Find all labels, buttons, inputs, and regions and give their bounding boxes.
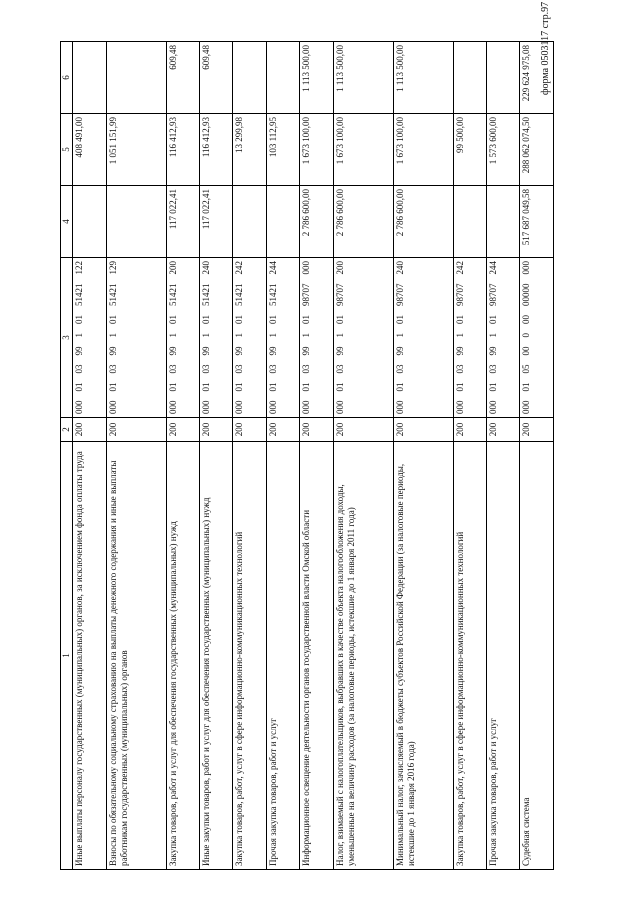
row-unexecuted: 1 113 500,00 bbox=[393, 42, 453, 114]
header-row bbox=[61, 42, 73, 870]
code-part: 01 bbox=[488, 382, 498, 392]
row-unexecuted bbox=[453, 42, 486, 114]
table-row bbox=[300, 42, 333, 870]
row-unexecuted: 609,48 bbox=[200, 42, 233, 114]
code-part: 129 bbox=[107, 261, 118, 275]
row-approved: 517 687 049,58 bbox=[520, 186, 554, 258]
code-part: 01 bbox=[234, 382, 245, 392]
row-unexecuted bbox=[73, 42, 106, 114]
row-approved bbox=[487, 186, 520, 258]
row-name: Взносы по обязательному социальному страхованию на выплаты денежного содержания и иные выплаты работникам государственных (муниципальных) органов bbox=[106, 442, 166, 870]
table-row bbox=[166, 42, 199, 870]
code-part: 51421 bbox=[167, 283, 178, 306]
column-header: 1 bbox=[61, 442, 73, 870]
row-name: Закупка товаров, работ, услуг в сфере информационно-коммуникационных технологий bbox=[233, 442, 266, 870]
code-part: 1 bbox=[394, 333, 405, 338]
code-part: 000 bbox=[167, 400, 178, 414]
code-part: 000 bbox=[301, 261, 312, 275]
code-part: 000 bbox=[267, 400, 278, 414]
code-part: 000 bbox=[454, 400, 465, 414]
row-unexecuted bbox=[266, 42, 299, 114]
code-part: 000 bbox=[74, 400, 85, 414]
row-executed: 408 491,00 bbox=[73, 114, 106, 186]
row-line-code: 200 bbox=[266, 418, 299, 442]
row-budget-code bbox=[200, 258, 233, 418]
column-header: 5 bbox=[61, 114, 73, 186]
budget-code-parts bbox=[74, 261, 85, 414]
code-part: 99 bbox=[74, 346, 85, 356]
code-part: 01 bbox=[334, 382, 345, 392]
code-part: 01 bbox=[107, 382, 118, 392]
code-part: 1 bbox=[454, 333, 465, 338]
row-budget-code bbox=[333, 258, 393, 418]
row-executed: 1 051 151,99 bbox=[106, 114, 166, 186]
code-part: 03 bbox=[334, 364, 345, 374]
row-unexecuted bbox=[233, 42, 266, 114]
row-unexecuted bbox=[487, 42, 520, 114]
row-name: Минимальный налог, зачисляемый в бюджеты субъектов Российской Федерации (за налоговые периоды, истекшие до 1 января 2016 года) bbox=[393, 442, 453, 870]
code-part: 03 bbox=[234, 364, 245, 374]
code-part: 01 bbox=[234, 315, 245, 324]
row-line-code: 200 bbox=[106, 418, 166, 442]
row-name: Налог, взимаемый с налогоплательщиков, выбравших в качестве объекта налогообложения доходы, уменьшенные на величину расходов (за налоговые периоды, истекшие до 1 января 2011 года) bbox=[333, 442, 393, 870]
code-part: 122 bbox=[74, 261, 85, 275]
row-budget-code bbox=[520, 258, 554, 418]
row-approved: 117 022,41 bbox=[200, 186, 233, 258]
code-part: 99 bbox=[301, 346, 312, 356]
row-unexecuted bbox=[106, 42, 166, 114]
column-header: 6 bbox=[61, 42, 73, 114]
row-budget-code bbox=[487, 258, 520, 418]
code-part: 242 bbox=[234, 261, 245, 275]
code-part: 98707 bbox=[334, 283, 345, 306]
table-row bbox=[73, 42, 106, 870]
row-executed: 288 062 074,50 bbox=[520, 114, 554, 186]
row-line-code: 200 bbox=[520, 418, 554, 442]
code-part: 000 bbox=[521, 261, 532, 275]
row-unexecuted: 229 624 975,08 bbox=[520, 42, 554, 114]
table-row bbox=[453, 42, 486, 870]
code-part: 240 bbox=[201, 261, 212, 275]
code-part: 03 bbox=[267, 364, 278, 374]
row-approved: 2 786 600,00 bbox=[300, 186, 333, 258]
row-executed: 1 673 100,00 bbox=[393, 114, 453, 186]
row-name: Закупка товаров, работ и услуг для обеспечения государственных (муниципальных) нужд bbox=[166, 442, 199, 870]
code-part: 01 bbox=[301, 315, 312, 324]
row-approved bbox=[266, 186, 299, 258]
code-part: 51421 bbox=[201, 283, 212, 306]
code-part: 0 bbox=[521, 333, 532, 338]
row-line-code: 200 bbox=[393, 418, 453, 442]
table-row bbox=[106, 42, 166, 870]
code-part: 01 bbox=[301, 382, 312, 392]
row-budget-code bbox=[73, 258, 106, 418]
row-approved bbox=[233, 186, 266, 258]
table-row bbox=[520, 42, 554, 870]
row-budget-code bbox=[453, 258, 486, 418]
row-budget-code bbox=[166, 258, 199, 418]
row-name: Прочая закупка товаров, работ и услуг bbox=[487, 442, 520, 870]
row-name: Иные выплаты персоналу государственных (муниципальных) органов, за исключением фонда оплаты труда bbox=[73, 442, 106, 870]
code-part: 51421 bbox=[234, 283, 245, 306]
row-executed: 13 299,98 bbox=[233, 114, 266, 186]
code-part: 01 bbox=[74, 315, 85, 324]
code-part: 03 bbox=[454, 364, 465, 374]
code-part: 244 bbox=[267, 261, 278, 275]
row-executed: 99 500,00 bbox=[453, 114, 486, 186]
code-part: 01 bbox=[201, 315, 212, 324]
rotated-table-wrapper bbox=[60, 42, 554, 870]
row-budget-code bbox=[393, 258, 453, 418]
code-part: 99 bbox=[234, 346, 245, 356]
code-part: 1 bbox=[74, 333, 85, 338]
row-executed: 1 573 600,00 bbox=[487, 114, 520, 186]
code-part: 99 bbox=[394, 346, 405, 356]
budget-code-parts bbox=[108, 261, 119, 414]
code-part: 200 bbox=[167, 261, 178, 275]
budget-code-parts bbox=[268, 261, 279, 414]
code-part: 51421 bbox=[74, 283, 85, 306]
code-part: 51421 bbox=[107, 283, 118, 306]
budget-table bbox=[60, 41, 554, 870]
row-approved: 2 786 600,00 bbox=[333, 186, 393, 258]
code-part: 01 bbox=[267, 382, 278, 392]
row-line-code: 200 bbox=[300, 418, 333, 442]
code-part: 03 bbox=[107, 364, 118, 374]
code-part: 99 bbox=[488, 346, 498, 356]
row-line-code: 200 bbox=[233, 418, 266, 442]
code-part: 51421 bbox=[267, 283, 278, 306]
code-part: 03 bbox=[301, 364, 312, 374]
code-part: 1 bbox=[301, 333, 312, 338]
code-part: 00000 bbox=[521, 283, 532, 306]
table-row bbox=[393, 42, 453, 870]
row-line-code: 200 bbox=[453, 418, 486, 442]
code-part: 99 bbox=[201, 346, 212, 356]
code-part: 01 bbox=[488, 315, 498, 324]
row-name: Закупка товаров, работ, услуг в сфере информационно-коммуникационных технологий bbox=[453, 442, 486, 870]
table-row bbox=[487, 42, 520, 870]
row-name: Прочая закупка товаров, работ и услуг bbox=[266, 442, 299, 870]
row-executed: 1 673 100,00 bbox=[333, 114, 393, 186]
code-part: 00 bbox=[521, 346, 532, 356]
code-part: 01 bbox=[394, 315, 405, 324]
column-header: 3 bbox=[61, 258, 73, 418]
code-part: 01 bbox=[394, 382, 405, 392]
row-name: Информационное освещение деятельности органов государственной власти Омской области bbox=[300, 442, 333, 870]
code-part: 01 bbox=[267, 315, 278, 324]
row-name: Иные закупки товаров, работ и услуг для обеспечения государственных (муниципальных) нужд bbox=[200, 442, 233, 870]
row-approved bbox=[106, 186, 166, 258]
code-part: 000 bbox=[334, 400, 345, 414]
row-line-code: 200 bbox=[200, 418, 233, 442]
code-part: 200 bbox=[334, 261, 345, 275]
column-header: 2 bbox=[61, 418, 73, 442]
code-part: 01 bbox=[454, 315, 465, 324]
code-part: 98707 bbox=[301, 283, 312, 306]
budget-code-parts bbox=[301, 261, 312, 414]
row-approved: 117 022,41 bbox=[166, 186, 199, 258]
row-approved bbox=[73, 186, 106, 258]
code-part: 1 bbox=[107, 333, 118, 338]
row-budget-code bbox=[106, 258, 166, 418]
code-part: 99 bbox=[267, 346, 278, 356]
code-part: 99 bbox=[107, 346, 118, 356]
row-approved: 2 786 600,00 bbox=[393, 186, 453, 258]
code-part: 03 bbox=[201, 364, 212, 374]
code-part: 05 bbox=[521, 364, 532, 374]
code-part: 1 bbox=[167, 333, 178, 338]
row-line-code: 200 bbox=[166, 418, 199, 442]
code-part: 000 bbox=[201, 400, 212, 414]
code-part: 000 bbox=[107, 400, 118, 414]
column-header: 4 bbox=[61, 186, 73, 258]
code-part: 03 bbox=[394, 364, 405, 374]
table-row bbox=[266, 42, 299, 870]
row-budget-code bbox=[233, 258, 266, 418]
code-part: 01 bbox=[74, 382, 85, 392]
code-part: 03 bbox=[488, 364, 498, 374]
row-budget-code bbox=[300, 258, 333, 418]
code-part: 1 bbox=[488, 333, 498, 338]
row-executed: 116 412,93 bbox=[166, 114, 199, 186]
row-unexecuted: 1 113 500,00 bbox=[333, 42, 393, 114]
code-part: 1 bbox=[201, 333, 212, 338]
row-unexecuted: 1 113 500,00 bbox=[300, 42, 333, 114]
table-row bbox=[333, 42, 393, 870]
code-part: 98707 bbox=[454, 283, 465, 306]
code-part: 000 bbox=[301, 400, 312, 414]
code-part: 240 bbox=[394, 261, 405, 275]
code-part: 01 bbox=[167, 382, 178, 392]
budget-code-parts bbox=[488, 261, 499, 414]
row-budget-code bbox=[266, 258, 299, 418]
row-unexecuted: 609,48 bbox=[166, 42, 199, 114]
budget-code-parts bbox=[395, 261, 406, 414]
budget-code-parts bbox=[455, 261, 466, 414]
code-part: 01 bbox=[454, 382, 465, 392]
code-part: 99 bbox=[454, 346, 465, 356]
code-part: 01 bbox=[107, 315, 118, 324]
code-part: 000 bbox=[488, 400, 498, 414]
code-part: 000 bbox=[394, 400, 405, 414]
code-part: 01 bbox=[521, 382, 532, 392]
code-part: 01 bbox=[334, 315, 345, 324]
code-part: 99 bbox=[334, 346, 345, 356]
code-part: 98707 bbox=[394, 283, 405, 306]
code-part: 1 bbox=[267, 333, 278, 338]
code-part: 01 bbox=[167, 315, 178, 324]
form-code: форма 0503117 стр.97 bbox=[540, 1, 551, 95]
code-part: 00 bbox=[521, 315, 532, 324]
budget-code-parts bbox=[234, 261, 245, 414]
table-row bbox=[233, 42, 266, 870]
row-executed: 1 673 100,00 bbox=[300, 114, 333, 186]
code-part: 000 bbox=[521, 400, 532, 414]
table-row bbox=[200, 42, 233, 870]
code-part: 98707 bbox=[488, 283, 498, 306]
row-line-code: 200 bbox=[73, 418, 106, 442]
row-line-code: 200 bbox=[333, 418, 393, 442]
row-name: Судебная система bbox=[520, 442, 554, 870]
row-approved bbox=[453, 186, 486, 258]
budget-code-parts bbox=[201, 261, 212, 414]
budget-code-parts bbox=[168, 261, 179, 414]
code-part: 244 bbox=[488, 261, 498, 275]
code-part: 01 bbox=[201, 382, 212, 392]
code-part: 99 bbox=[167, 346, 178, 356]
code-part: 03 bbox=[167, 364, 178, 374]
code-part: 03 bbox=[74, 364, 85, 374]
code-part: 242 bbox=[454, 261, 465, 275]
code-part: 1 bbox=[234, 333, 245, 338]
code-part: 1 bbox=[334, 333, 345, 338]
budget-code-parts bbox=[521, 261, 532, 414]
budget-code-parts bbox=[335, 261, 346, 414]
row-line-code: 200 bbox=[487, 418, 520, 442]
code-part: 000 bbox=[234, 400, 245, 414]
row-executed: 116 412,93 bbox=[200, 114, 233, 186]
row-executed: 103 112,95 bbox=[266, 114, 299, 186]
